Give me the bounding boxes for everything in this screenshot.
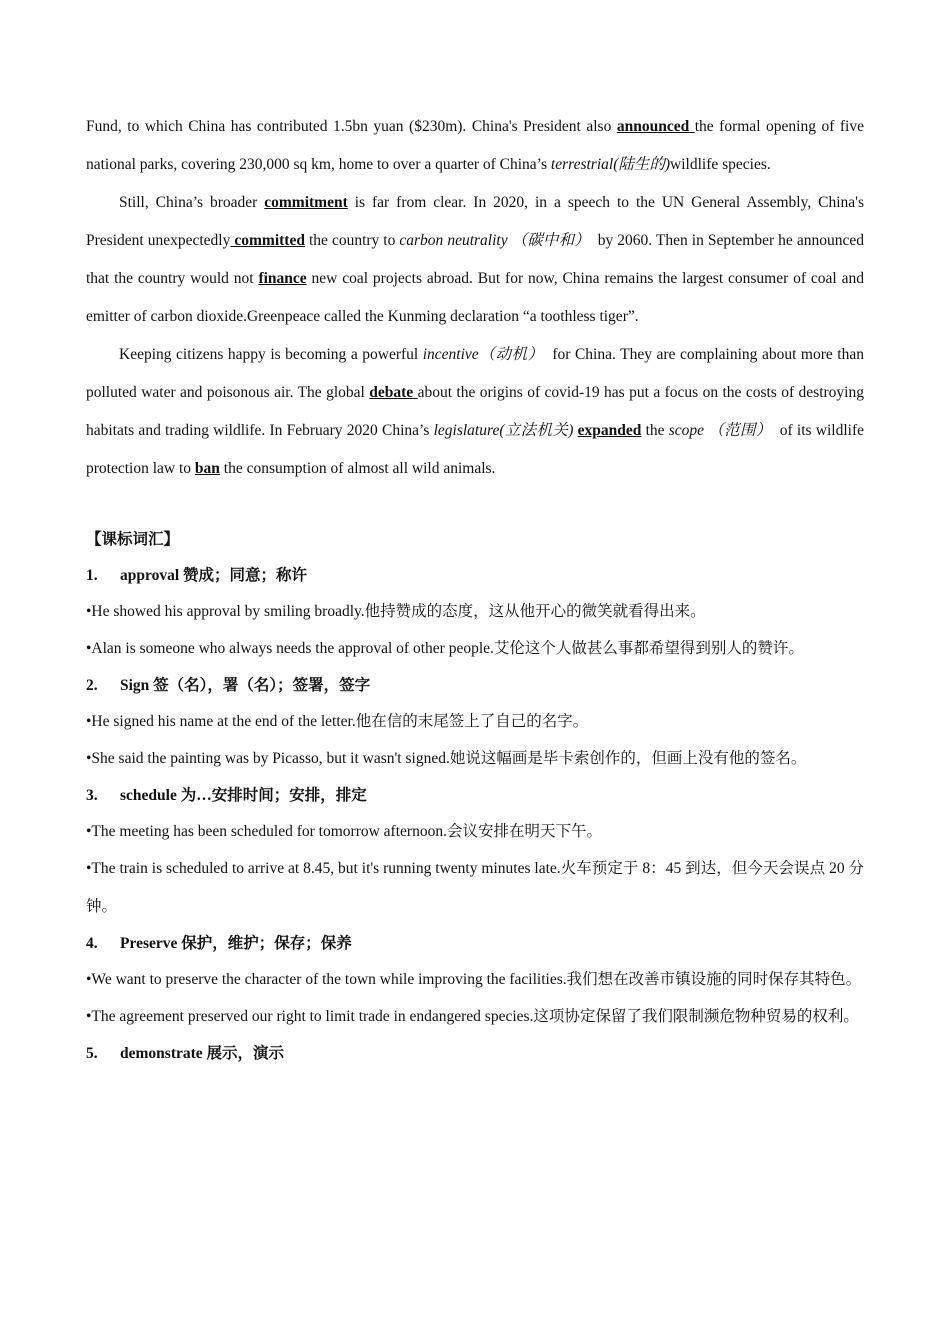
italic-term-scope: scope （范围） [668,422,764,439]
text-run: is far from clear. In 2020, in a speech to the UN General Assembly, China's President unexpectedly [86,194,864,249]
vocab-item-4 [86,926,864,1036]
text-run: wildlife species. [670,156,771,173]
example-sentence: •The train is scheduled to arrive at 8.45, but it's running twenty minutes late.火车预定于 8：45 到达，但今天会误点 20 分钟。 [86,860,864,915]
text-run: the country to [304,232,400,249]
example-sentence: •The agreement preserved our right to limit trade in endangered species.这项协定保留了我们限制濒危物种贸易的权利。 [86,1008,859,1025]
example-sentence: •We want to preserve the character of the town while improving the facilities.我们想在改善市镇设施的同时保存其特色。 [86,971,862,988]
text-run: by 2060. Then in September he announced that the country would not [86,232,864,287]
text-run: Still, China’s broader [119,194,265,211]
vocab-term: Sign 签（名），署（名）；签署，签字 [120,677,371,694]
text-run: the [641,422,669,439]
content-area [86,108,864,1072]
vocab-item-3 [86,778,864,926]
example-sentence: •He showed his approval by smiling broadly.他持赞成的态度，这从他开心的微笑就看得出来。 [86,603,706,620]
text-run: new coal projects abroad. But for now, China remains the largest consumer of coal and emitter of carbon dioxide.Greenpeace called the Kunming declaration “a toothless tiger”. [86,270,864,325]
italic-term-incentive: incentive（动机） [422,346,537,363]
passage-paragraph-1 [86,108,864,184]
text-run: Keeping citizens happy is becoming a powerful [119,346,423,363]
passage-paragraph-2 [86,184,864,336]
vocab-term: approval 赞成；同意；称许 [120,567,308,584]
vocab-number: 2. [86,677,98,694]
keyword-ban: ban [194,460,220,477]
passage-paragraph-3 [86,336,864,488]
example-sentence: •He signed his name at the end of the letter.他在信的末尾签上了自己的名字。 [86,713,589,730]
vocab-number: 4. [86,935,98,952]
vocab-section-title: 【课标词汇】 [86,531,180,548]
keyword-debate: debate [369,384,418,401]
italic-term-carbon-neutrality: carbon neutrality （碳中和） [399,232,583,249]
vocab-number: 5. [86,1045,98,1062]
vocab-heading [86,926,864,962]
italic-term-legislature: legislature(立法机关) [433,422,574,439]
text-run: of its wildlife protection law to [86,422,864,477]
keyword-committed: committed [230,232,305,249]
keyword-commitment: commitment [264,194,348,211]
keyword-announced: announced [616,118,695,135]
text-run: Fund, to which China has contributed 1.5bn yuan ($230m). China's President also [86,118,617,135]
text-run: about the origins of covid-19 has put a focus on the costs of destroying habitats and trading wildlife. In February 2020 China’s [86,384,864,439]
keyword-expanded: expanded [577,422,642,439]
italic-term-terrestrial: terrestrial(陆生的) [550,156,671,173]
keyword-finance: finance [258,270,307,287]
example-sentence: •She said the painting was by Picasso, but it wasn't signed.她说这幅画是毕卡索创作的，但画上没有他的签名。 [86,750,807,767]
vocab-item-2 [86,668,864,778]
vocab-term: demonstrate 展示，演示 [120,1045,285,1062]
vocab-heading [86,778,864,814]
vocab-heading [86,558,864,594]
vocab-term: Preserve 保护，维护；保存；保养 [120,935,352,952]
vocab-item-5 [86,1036,864,1072]
example-sentence: •The meeting has been scheduled for tomorrow afternoon.会议安排在明天下午。 [86,823,602,840]
vocab-heading [86,1036,864,1072]
vocab-term: schedule 为…安排时间；安排，排定 [120,787,367,804]
text-run: the formal opening of five national parks, covering 230,000 sq km, home to over a quarter of China’s [86,118,864,173]
vocab-item-1 [86,558,864,668]
vocab-heading [86,668,864,704]
vocab-number: 3. [86,787,98,804]
vocab-number: 1. [86,567,98,584]
text-run: for China. They are complaining about more than polluted water and poisonous air. The global [86,346,864,401]
text-run: the consumption of almost all wild animals. [219,460,496,477]
example-sentence: •Alan is someone who always needs the approval of other people.艾伦这个人做甚么事都希望得到别人的赞许。 [86,640,804,657]
